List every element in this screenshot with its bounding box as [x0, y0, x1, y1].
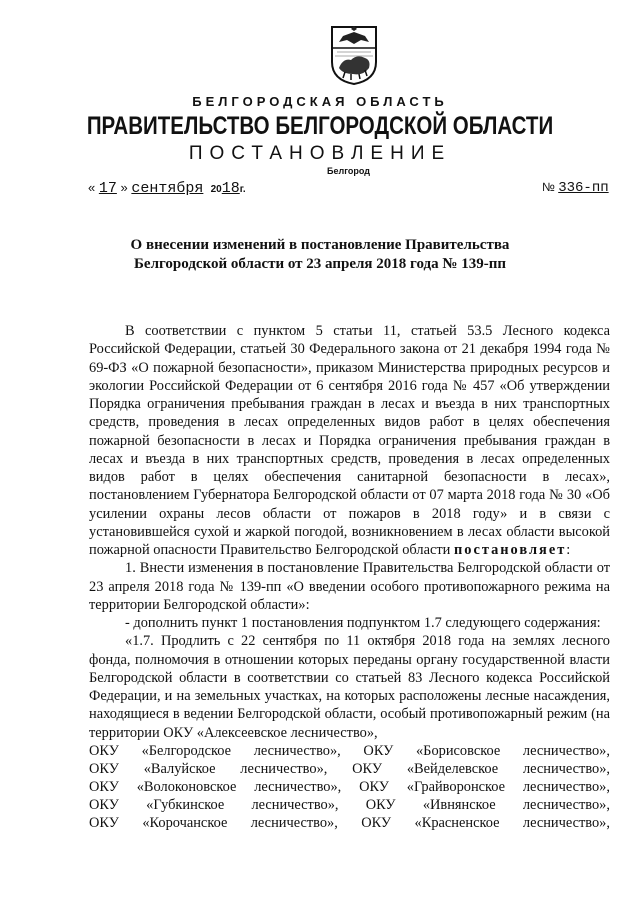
forestry-word: «Губкинское: [146, 797, 225, 813]
forestry-row: [89, 742, 610, 760]
document-body: [89, 322, 610, 742]
region-name: БЕЛГОРОДСКАЯ ОБЛАСТЬ: [192, 94, 448, 109]
forestry-word: ОКУ: [365, 797, 396, 813]
city-name: Белгород: [327, 166, 370, 176]
forestry-word: лесничество»,: [522, 815, 610, 831]
forestry-word: лесничество»,: [240, 761, 328, 777]
forestry-word: ОКУ: [89, 797, 119, 813]
forestry-word: ОКУ: [89, 761, 119, 777]
forestry-word: лесничество»,: [522, 797, 610, 813]
forestry-word: «Красненское: [414, 815, 500, 831]
preamble-text: В соответствии с пунктом 5 статьи 11, статьей 53.5 Лесного кодекса Российской Федерации, статьей 30 Федерального закона от 21 декабря 1994 года № 69-ФЗ «О пожарной безопасности», приказом Министерства природных ресурсов и экологии Российской Федерации от 6 сентября 2016 года № 457 «Об утверждении Порядка ограничения пребывания граждан в лесах и въезда в них транспортных средств, проведения в лесах определенных видов работ в целях обеспечения пожарной безопасности в лесах и Порядка ограничения пребывания граждан в лесах и въезда в них транспортных средств, проведения в лесах определенных видов работ в целях обеспечения санитарной безопасности в лесах», постановлением Губернатора Белгородской области от 07 марта 2018 года № 30 «Об усилении охраны лесов области от пожаров в 2018 году» и в связи с установившейся сухой и жаркой погодой, возникновением в лесах области высокой пожарной опасности Правительство Белгородской области: [89, 323, 610, 558]
forestry-word: «Волоконовское: [136, 779, 237, 795]
forestry-word: ОКУ: [89, 743, 119, 759]
forestry-row: [89, 778, 610, 796]
title-line-2: Белгородской области от 23 апреля 2018 года № 139-пп: [134, 256, 506, 272]
forestry-word: лесничество»,: [254, 779, 342, 795]
date-month: сентября: [131, 180, 204, 197]
forestry-word: лесничество»,: [522, 743, 610, 759]
document-number: [542, 180, 609, 196]
forestry-word: «Корочанское: [142, 815, 228, 831]
document-type: ПОСТАНОВЛЕНИЕ: [188, 143, 452, 164]
forestry-word: ОКУ: [363, 743, 394, 759]
date-quote-close: »: [120, 180, 128, 195]
amendment-paragraph: - дополнить пункт 1 постановления подпунктом 1.7 следующего содержания:: [125, 615, 601, 631]
forestry-word: «Грайворонское: [406, 779, 506, 795]
resolves-word: постановляет: [453, 542, 567, 558]
forestry-word: «Борисовское: [415, 743, 501, 759]
forestry-row: [89, 760, 610, 778]
date-year-suffix: 18: [221, 180, 240, 197]
coat-of-arms-emblem: [329, 24, 379, 86]
preamble-colon: :: [566, 542, 571, 558]
date-year-mark: г.: [239, 184, 246, 195]
forestry-word: лесничество»,: [522, 761, 610, 777]
forestry-word: «Валуйское: [143, 761, 216, 777]
preamble-paragraph: [89, 322, 610, 559]
item-1-paragraph: 1. Внести изменения в постановление Правительства Белгородской области от 23 апреля 2018 года № 139-пп «О введении особого противопожарного режима на территории Белгородской области»:: [89, 560, 610, 613]
forestry-word: лесничество»,: [253, 743, 341, 759]
forestry-word: ОКУ: [89, 779, 119, 795]
forestry-word: лесничество»,: [522, 779, 610, 795]
number-prefix: №: [542, 180, 555, 194]
subitem-1-7-paragraph: «1.7. Продлить с 22 сентября по 11 октября 2018 года на землях лесного фонда, полномочия в отношении которых переданы органу государственной власти Белгородской области в соответствии со статьей 83 Лесного кодекса Российской Федерации, и на земельных участках, на которых расположены лесные насаждения, находящиеся в ведении Белгородской области, особый противопожарный режим (на территории ОКУ «Алексеевское лесничество»,: [89, 633, 610, 741]
date-day: 17: [98, 180, 117, 197]
document-date: [88, 180, 246, 197]
forestry-word: «Белгородское: [141, 743, 232, 759]
forestry-word: ОКУ: [89, 815, 119, 831]
number-value: 336-пп: [558, 180, 609, 196]
forestry-word: лесничество»,: [251, 797, 339, 813]
forestry-word: «Вейделевское: [406, 761, 499, 777]
forestry-row: [89, 814, 610, 832]
date-quote-open: «: [88, 180, 96, 195]
document-title: [0, 236, 640, 274]
government-name: ПРАВИТЕЛЬСТВО БЕЛГОРОДСКОЙ ОБЛАСТИ: [86, 112, 554, 140]
forestry-word: лесничество»,: [250, 815, 338, 831]
forestry-word: ОКУ: [359, 779, 389, 795]
forestry-word: ОКУ: [352, 761, 383, 777]
forestry-word: ОКУ: [361, 815, 392, 831]
title-line-1: О внесении изменений в постановление Правительства: [130, 237, 510, 253]
forestry-row: [89, 796, 610, 814]
date-year-prefix: 20: [210, 184, 222, 195]
forestry-word: «Ивнянское: [422, 797, 496, 813]
